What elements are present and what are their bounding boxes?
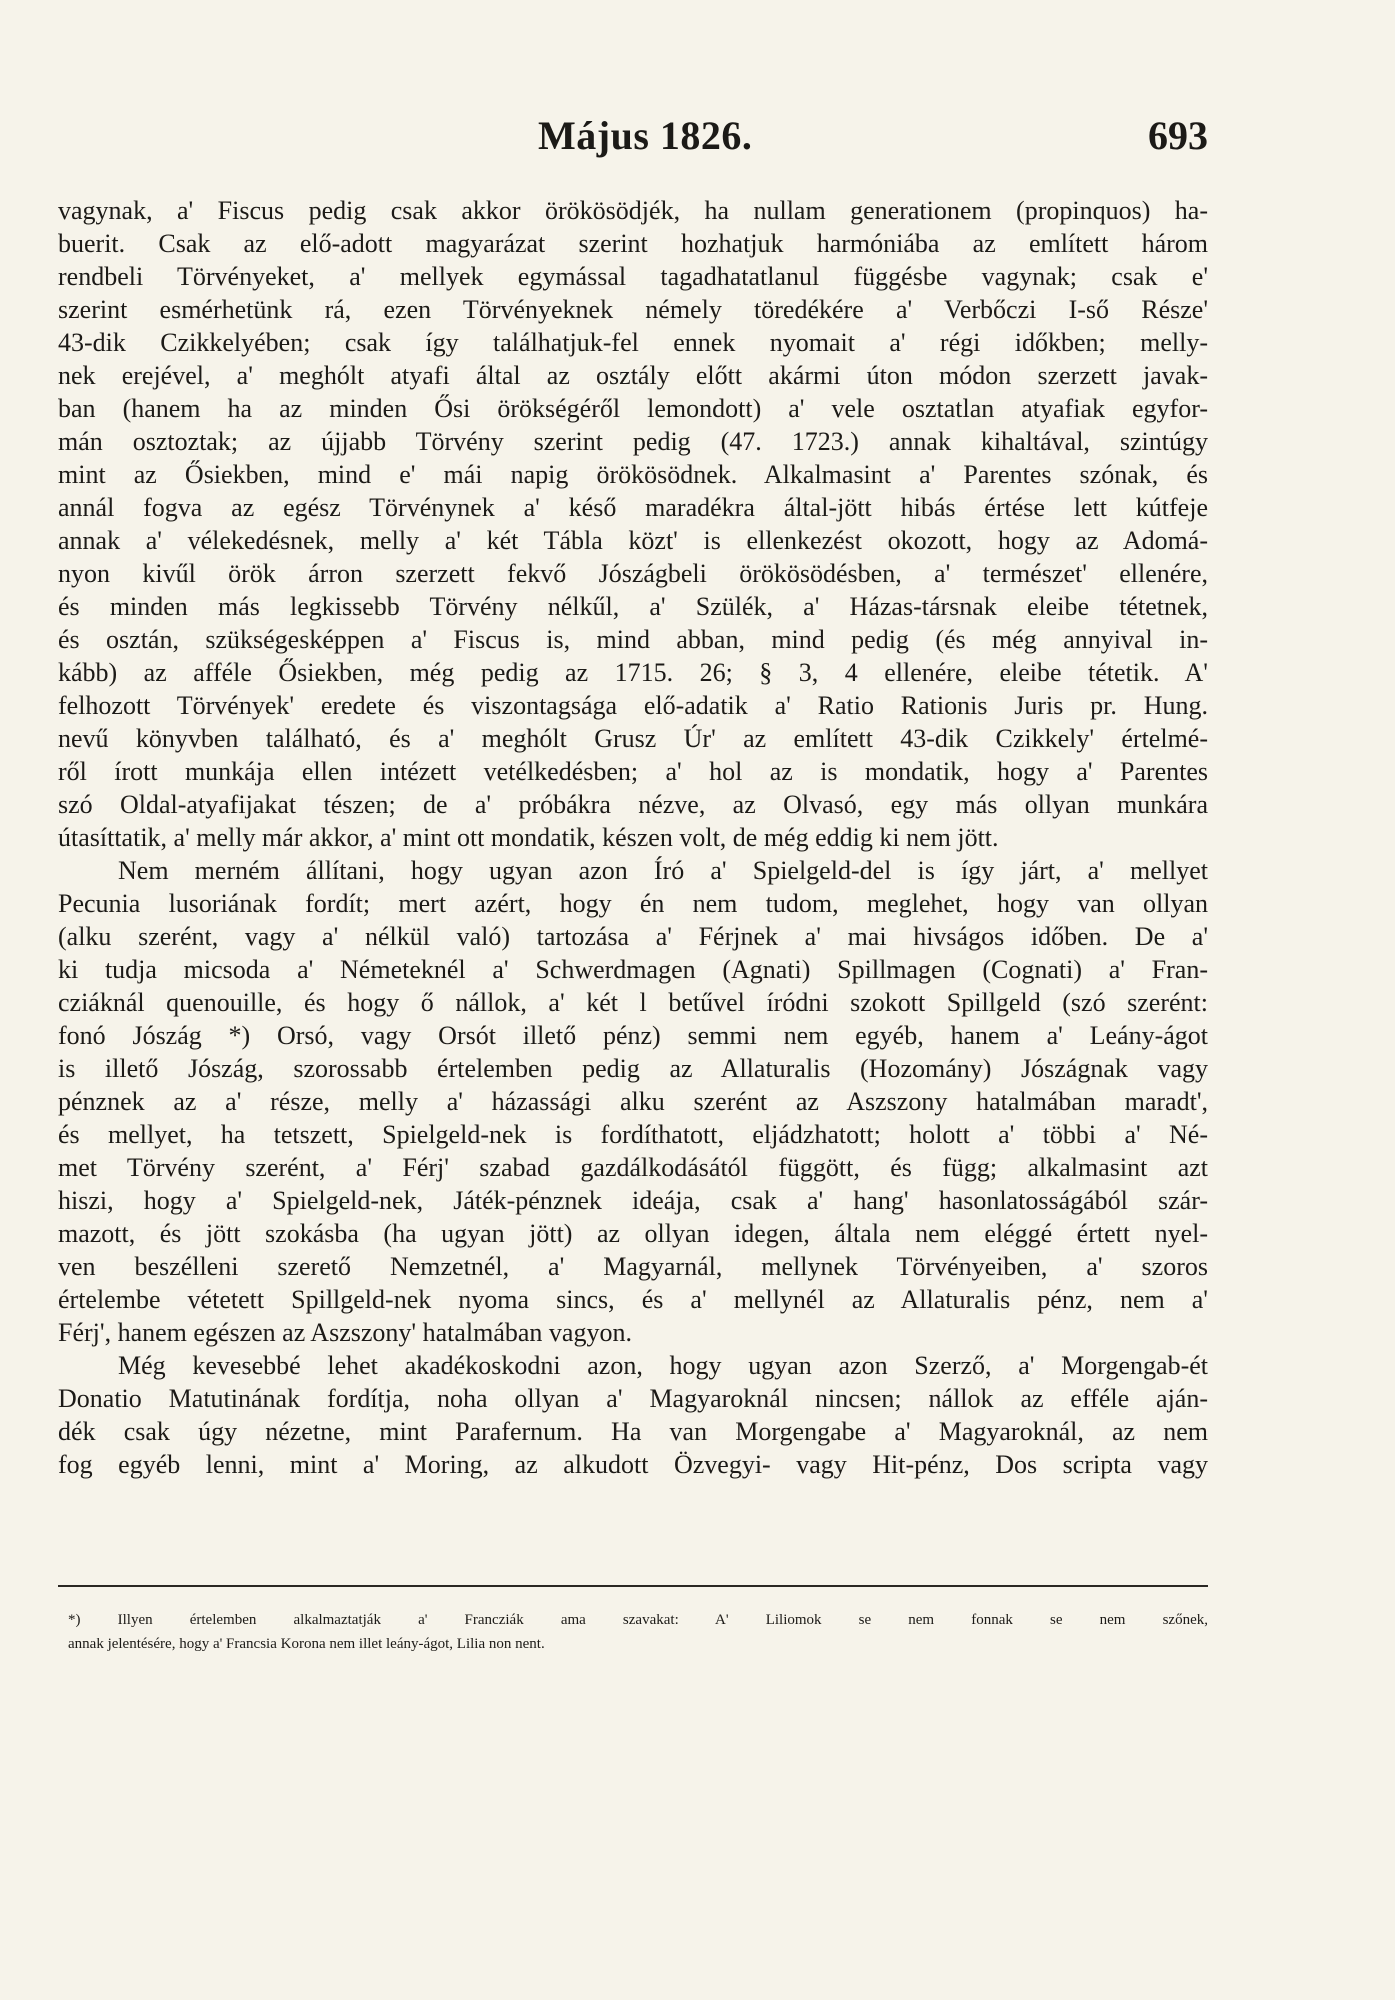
- text-line: hiszi, hogy a' Spielgeld-nek, Játék-pénznek ideája, csak a' hang' hasonlatosságából szár-: [58, 1186, 1208, 1215]
- text-line: met Törvény szerént, a' Férj' szabad gazdálkodásától függött, és függ; alkalmasint azt: [58, 1153, 1208, 1182]
- text-line: ki tudja micsoda a' Németeknél a' Schwerdmagen (Agnati) Spillmagen (Cognati) a' Fran-: [58, 955, 1208, 984]
- text-line: értelembe vétetett Spillgeld-nek nyoma sincs, és a' mellynél az Allaturalis pénz, nem a': [58, 1285, 1208, 1314]
- footnote-divider: [58, 1585, 1208, 1587]
- footnote-line: *) Illyen értelemben alkalmaztatják a' Francziák ama szavakat: A' Liliomok se nem fonnak se nem szőnek,: [68, 1612, 1208, 1628]
- text-line: vagynak, a' Fiscus pedig csak akkor örökösödjék, ha nullam generationem (propinquos) ha-: [58, 196, 1208, 225]
- text-line: szerint esmérhetünk rá, ezen Törvényeknek némely töredékére a' Verbőczi I-ső Része': [58, 295, 1208, 324]
- text-line: és mellyet, ha tetszett, Spielgeld-nek is fordíthatott, eljádzhatott; holott a' többi a' Né-: [58, 1120, 1208, 1149]
- text-line: 43-dik Czikkelyében; csak így találhatjuk-fel ennek nyomait a' régi időkben; melly-: [58, 328, 1208, 357]
- text-line: annak a' vélekedésnek, melly a' két Tábla közt' is ellenkezést okozott, hogy az Adomá-: [58, 526, 1208, 555]
- page-title: Május 1826.: [538, 113, 753, 158]
- footnotes: [68, 1608, 1208, 1656]
- text-line: nevű könyvben található, és a' meghólt Grusz Úr' az említett 43-dik Czikkely' értelmé-: [58, 724, 1208, 753]
- text-line: nyon kivűl örök árron szerzett fekvő Jószágbeli örökösödésben, a' természet' ellenére,: [58, 559, 1208, 588]
- text-line: nek erejével, a' meghólt atyafi által az osztály előtt akármi úton módon szerzett javak-: [58, 361, 1208, 390]
- text-line: mazott, és jött szokásba (ha ugyan jött) az ollyan idegen, általa nem eléggé értett nyel-: [58, 1219, 1208, 1248]
- footnote-line: annak jelentésére, hogy a' Francsia Korona nem illet leány-ágot, Lilia non nent.: [68, 1636, 545, 1652]
- text-line: mán osztoztak; az újjabb Törvény szerint pedig (47. 1723.) annak kihaltával, szintúgy: [58, 427, 1208, 456]
- text-line: és minden más legkissebb Törvény nélkűl, a' Szülék, a' Házas-társnak eleibe tétetnek,: [58, 592, 1208, 621]
- text-line: ről írott munkája ellen intézett vetélkedésben; a' hol az is mondatik, hogy a' Parentes: [58, 757, 1208, 786]
- text-line: dék csak úgy nézetne, mint Parafernum. Ha van Morgengabe a' Magyaroknál, az nem: [58, 1417, 1208, 1446]
- page-header: [58, 112, 1208, 172]
- text-line: rendbeli Törvényeket, a' mellyek egymással tagadhatatlanul függésbe vagynak; csak e': [58, 262, 1208, 291]
- body-text: [58, 194, 1208, 1481]
- text-line: cziáknál quenouille, és hogy ő nállok, a' két l betűvel íródni szokott Spillgeld (szó szerént:: [58, 988, 1208, 1017]
- text-line: ban (hanem ha az minden Ősi örökségéről lemondott) a' vele osztatlan atyafiak egyfor-: [58, 394, 1208, 423]
- page-number: 693: [1148, 113, 1208, 158]
- text-line: fonó Jószág *) Orsó, vagy Orsót illető pénz) semmi nem egyéb, hanem a' Leány-ágot: [58, 1021, 1208, 1050]
- text-line: Pecunia lusoriának fordít; mert azért, hogy én nem tudom, meglehet, hogy van ollyan: [58, 889, 1208, 918]
- text-line: szó Oldal-atyafijakat tészen; de a' próbákra nézve, az Olvasó, egy más ollyan munkára: [58, 790, 1208, 819]
- text-line: annál fogva az egész Törvénynek a' késő maradékra által-jött hibás értése lett kútfeje: [58, 493, 1208, 522]
- text-line: fog egyéb lenni, mint a' Moring, az alkudott Özvegyi- vagy Hit-pénz, Dos scripta vagy: [58, 1450, 1208, 1479]
- text-line: Nem merném állítani, hogy ugyan azon Író a' Spielgeld-del is így járt, a' mellyet: [118, 856, 1208, 885]
- text-line: (alku szerént, vagy a' nélkül való) tartozása a' Férjnek a' mai hivságos időben. De a': [58, 922, 1208, 951]
- text-line: ven beszélleni szerető Nemzetnél, a' Magyarnál, mellynek Törvényeiben, a' szoros: [58, 1252, 1208, 1281]
- text-line: útasíttatik, a' melly már akkor, a' mint ott mondatik, készen volt, de még eddig ki nem jött.: [58, 823, 999, 852]
- text-line: is illető Jószág, szorossabb értelemben pedig az Allaturalis (Hozomány) Jószágnak vagy: [58, 1054, 1208, 1083]
- text-line: kább) az afféle Ősiekben, még pedig az 1715. 26; § 3, 4 ellenére, eleibe tétetik. A': [58, 658, 1208, 687]
- text-line: Férj', hanem egészen az Aszszony' hatalmában vagyon.: [58, 1318, 632, 1347]
- text-line: Még kevesebbé lehet akadékoskodni azon, hogy ugyan azon Szerző, a' Morgengab-ét: [118, 1351, 1208, 1380]
- text-line: Donatio Matutinának fordítja, noha ollyan a' Magyaroknál nincsen; nállok az efféle aján-: [58, 1384, 1208, 1413]
- text-line: felhozott Törvények' eredete és viszontagsága elő-adatik a' Ratio Rationis Juris pr. Hung.: [58, 691, 1208, 720]
- text-line: pénznek az a' része, melly a' házassági alku szerént az Aszszony hatalmában maradt',: [58, 1087, 1208, 1116]
- text-line: és osztán, szükségesképpen a' Fiscus is, mind abban, mind pedig (és még annyival in-: [58, 625, 1208, 654]
- text-line: mint az Ősiekben, mind e' mái napig örökösödnek. Alkalmasint a' Parentes szónak, és: [58, 460, 1208, 489]
- text-line: buerit. Csak az elő-adott magyarázat szerint hozhatjuk harmóniába az említett három: [58, 229, 1208, 258]
